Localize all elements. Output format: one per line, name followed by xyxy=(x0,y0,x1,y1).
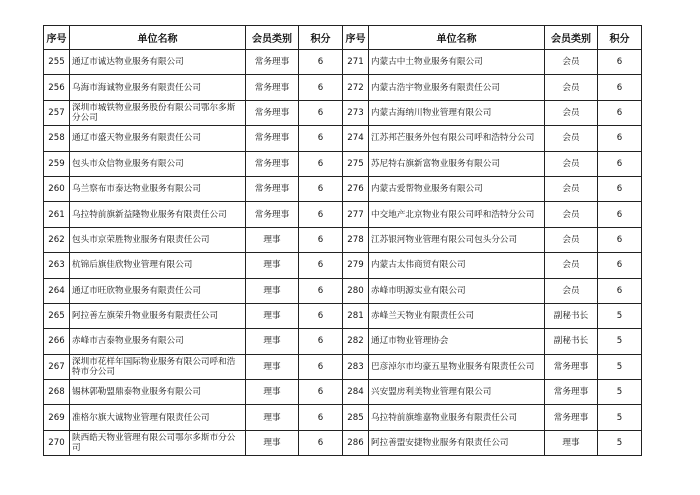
left-seq-cell: 267 xyxy=(44,354,70,379)
header-row xyxy=(44,26,642,50)
table-row xyxy=(44,405,642,430)
left-seq-cell: 265 xyxy=(44,303,70,328)
left-type-cell: 理事 xyxy=(246,380,299,405)
left-score-cell: 6 xyxy=(299,227,343,252)
left-score-cell: 6 xyxy=(299,430,343,455)
right-type-cell: 会员 xyxy=(545,227,598,252)
right-type-cell: 会员 xyxy=(545,176,598,201)
right-seq-cell: 280 xyxy=(343,278,369,303)
table-row xyxy=(44,278,642,303)
left-name-cell: 深圳市城铁物业服务股份有限公司鄂尔多斯分公司 xyxy=(70,100,246,125)
header-seq: 序号 xyxy=(343,26,369,50)
right-seq-cell: 283 xyxy=(343,354,369,379)
right-seq-cell: 273 xyxy=(343,100,369,125)
right-score-cell: 6 xyxy=(598,100,642,125)
right-score-cell: 6 xyxy=(598,176,642,201)
left-score-cell: 6 xyxy=(299,126,343,151)
right-name-cell: 内蒙古太伟商贸有限公司 xyxy=(369,253,545,278)
left-type-cell: 常务理事 xyxy=(246,100,299,125)
right-seq-cell: 272 xyxy=(343,75,369,100)
table-body xyxy=(44,50,642,456)
right-type-cell: 会员 xyxy=(545,278,598,303)
left-seq-cell: 263 xyxy=(44,253,70,278)
right-type-cell: 副秘书长 xyxy=(545,303,598,328)
left-name-cell: 阿拉善左旗荣升物业服务有限责任公司 xyxy=(70,303,246,328)
left-name-cell: 乌海市海诚物业服务有限责任公司 xyxy=(70,75,246,100)
left-type-cell: 理事 xyxy=(246,227,299,252)
left-seq-cell: 261 xyxy=(44,202,70,227)
right-seq-cell: 282 xyxy=(343,329,369,354)
left-name-cell: 杭锦后旗佳欣物业管理有限公司 xyxy=(70,253,246,278)
header-type: 会员类别 xyxy=(545,26,598,50)
header-seq: 序号 xyxy=(44,26,70,50)
right-seq-cell: 286 xyxy=(343,430,369,455)
left-seq-cell: 264 xyxy=(44,278,70,303)
right-name-cell: 兴安盟房利美物业管理有限公司 xyxy=(369,380,545,405)
header-name: 单位名称 xyxy=(369,26,545,50)
table-row xyxy=(44,50,642,75)
right-name-cell: 赤峰兰天物业有限责任公司 xyxy=(369,303,545,328)
table-row xyxy=(44,176,642,201)
left-seq-cell: 260 xyxy=(44,176,70,201)
left-name-cell: 通辽市盛天物业服务有限责任公司 xyxy=(70,126,246,151)
left-name-cell: 包头市众信物业服务有限公司 xyxy=(70,151,246,176)
right-seq-cell: 277 xyxy=(343,202,369,227)
right-name-cell: 内蒙古浩宇物业服务有限责任公司 xyxy=(369,75,545,100)
left-type-cell: 常务理事 xyxy=(246,50,299,75)
left-seq-cell: 259 xyxy=(44,151,70,176)
table-row xyxy=(44,100,642,125)
left-seq-cell: 256 xyxy=(44,75,70,100)
left-seq-cell: 258 xyxy=(44,126,70,151)
left-type-cell: 常务理事 xyxy=(246,75,299,100)
left-name-cell: 赤峰市吉泰物业服务有限公司 xyxy=(70,329,246,354)
header-type: 会员类别 xyxy=(246,26,299,50)
left-seq-cell: 255 xyxy=(44,50,70,75)
left-name-cell: 包头市京荣胜物业服务有限责任公司 xyxy=(70,227,246,252)
left-score-cell: 6 xyxy=(299,329,343,354)
right-name-cell: 阿拉善盟安捷物业服务有限责任公司 xyxy=(369,430,545,455)
header-name: 单位名称 xyxy=(70,26,246,50)
left-name-cell: 准格尔旗大诚物业管理有限责任公司 xyxy=(70,405,246,430)
left-name-cell: 通辽市诚达物业服务有限公司 xyxy=(70,50,246,75)
right-name-cell: 江苏邦芒服务外包有限公司呼和浩特分公司 xyxy=(369,126,545,151)
right-seq-cell: 281 xyxy=(343,303,369,328)
left-seq-cell: 262 xyxy=(44,227,70,252)
right-name-cell: 内蒙古中土物业服务有限公司 xyxy=(369,50,545,75)
left-name-cell: 深圳市花样年国际物业服务有限公司呼和浩特市分公司 xyxy=(70,354,246,379)
right-seq-cell: 284 xyxy=(343,380,369,405)
right-score-cell: 6 xyxy=(598,253,642,278)
right-type-cell: 会员 xyxy=(545,202,598,227)
right-seq-cell: 275 xyxy=(343,151,369,176)
header-score: 积分 xyxy=(598,26,642,50)
right-type-cell: 会员 xyxy=(545,151,598,176)
left-type-cell: 理事 xyxy=(246,253,299,278)
right-score-cell: 6 xyxy=(598,278,642,303)
right-name-cell: 苏尼特右旗新富物业服务有限公司 xyxy=(369,151,545,176)
left-name-cell: 通辽市旺欣物业服务有限责任公司 xyxy=(70,278,246,303)
right-score-cell: 6 xyxy=(598,126,642,151)
right-score-cell: 5 xyxy=(598,354,642,379)
left-seq-cell: 270 xyxy=(44,430,70,455)
left-name-cell: 陕西皓天物业管理有限公司鄂尔多斯市分公司 xyxy=(70,430,246,455)
left-score-cell: 6 xyxy=(299,380,343,405)
left-score-cell: 6 xyxy=(299,253,343,278)
right-score-cell: 6 xyxy=(598,50,642,75)
left-seq-cell: 257 xyxy=(44,100,70,125)
right-name-cell: 内蒙古爱帮物业服务有限公司 xyxy=(369,176,545,201)
table-row xyxy=(44,227,642,252)
table-row xyxy=(44,202,642,227)
right-score-cell: 6 xyxy=(598,75,642,100)
left-score-cell: 6 xyxy=(299,75,343,100)
right-score-cell: 5 xyxy=(598,380,642,405)
left-score-cell: 6 xyxy=(299,303,343,328)
left-name-cell: 乌拉特前旗新益隆物业服务有限责任公司 xyxy=(70,202,246,227)
right-name-cell: 通辽市物业管理协会 xyxy=(369,329,545,354)
left-score-cell: 6 xyxy=(299,176,343,201)
table-row xyxy=(44,380,642,405)
table-row xyxy=(44,75,642,100)
left-type-cell: 常务理事 xyxy=(246,151,299,176)
right-seq-cell: 279 xyxy=(343,253,369,278)
right-name-cell: 巴彦淖尔市均豪五星物业服务有限责任公司 xyxy=(369,354,545,379)
right-seq-cell: 271 xyxy=(343,50,369,75)
table-row xyxy=(44,151,642,176)
table-row xyxy=(44,430,642,455)
left-type-cell: 常务理事 xyxy=(246,202,299,227)
left-seq-cell: 269 xyxy=(44,405,70,430)
right-name-cell: 赤峰市明源实业有限公司 xyxy=(369,278,545,303)
left-type-cell: 常务理事 xyxy=(246,176,299,201)
table-row xyxy=(44,329,642,354)
left-type-cell: 理事 xyxy=(246,278,299,303)
left-score-cell: 6 xyxy=(299,278,343,303)
right-type-cell: 会员 xyxy=(545,100,598,125)
right-seq-cell: 274 xyxy=(343,126,369,151)
right-score-cell: 5 xyxy=(598,303,642,328)
right-name-cell: 乌拉特前旗维嘉物业服务有限责任公司 xyxy=(369,405,545,430)
left-name-cell: 乌兰察布市泰达物业服务有限公司 xyxy=(70,176,246,201)
left-type-cell: 理事 xyxy=(246,303,299,328)
right-type-cell: 会员 xyxy=(545,126,598,151)
left-type-cell: 理事 xyxy=(246,405,299,430)
right-score-cell: 5 xyxy=(598,430,642,455)
left-seq-cell: 266 xyxy=(44,329,70,354)
left-name-cell: 锡林郭勒盟鼎泰物业服务有限公司 xyxy=(70,380,246,405)
left-score-cell: 6 xyxy=(299,405,343,430)
right-type-cell: 理事 xyxy=(545,430,598,455)
right-name-cell: 内蒙古海纳川物业管理有限公司 xyxy=(369,100,545,125)
right-name-cell: 江苏银河物业管理有限公司包头分公司 xyxy=(369,227,545,252)
left-score-cell: 6 xyxy=(299,100,343,125)
table-row xyxy=(44,126,642,151)
right-type-cell: 常务理事 xyxy=(545,405,598,430)
table-row xyxy=(44,354,642,379)
left-type-cell: 常务理事 xyxy=(246,126,299,151)
left-type-cell: 理事 xyxy=(246,354,299,379)
right-seq-cell: 276 xyxy=(343,176,369,201)
right-score-cell: 5 xyxy=(598,329,642,354)
left-score-cell: 6 xyxy=(299,151,343,176)
right-type-cell: 会员 xyxy=(545,75,598,100)
right-type-cell: 副秘书长 xyxy=(545,329,598,354)
right-type-cell: 会员 xyxy=(545,253,598,278)
right-score-cell: 5 xyxy=(598,405,642,430)
member-score-table xyxy=(43,25,642,456)
left-score-cell: 6 xyxy=(299,202,343,227)
right-type-cell: 会员 xyxy=(545,50,598,75)
right-score-cell: 6 xyxy=(598,202,642,227)
right-name-cell: 中交地产北京物业有限公司呼和浩特分公司 xyxy=(369,202,545,227)
right-score-cell: 6 xyxy=(598,151,642,176)
right-seq-cell: 278 xyxy=(343,227,369,252)
member-score-sheet xyxy=(43,25,642,456)
left-type-cell: 理事 xyxy=(246,329,299,354)
right-seq-cell: 285 xyxy=(343,405,369,430)
table-row xyxy=(44,253,642,278)
header-score: 积分 xyxy=(299,26,343,50)
right-score-cell: 6 xyxy=(598,227,642,252)
left-seq-cell: 268 xyxy=(44,380,70,405)
left-score-cell: 6 xyxy=(299,50,343,75)
right-type-cell: 常务理事 xyxy=(545,354,598,379)
right-type-cell: 常务理事 xyxy=(545,380,598,405)
table-row xyxy=(44,303,642,328)
left-type-cell: 理事 xyxy=(246,430,299,455)
left-score-cell: 6 xyxy=(299,354,343,379)
